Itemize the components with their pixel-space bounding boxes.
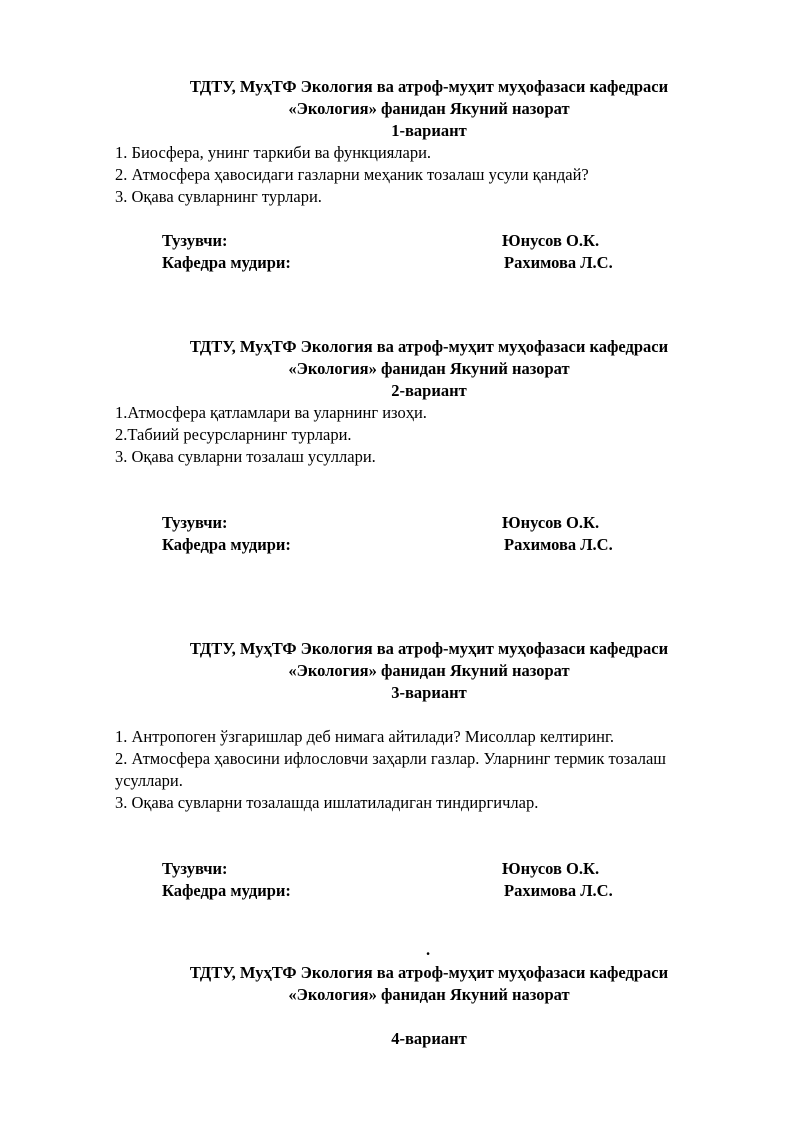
compiler-name: Юнусов О.К.: [502, 859, 600, 878]
variant-title: 4-вариант: [391, 1029, 467, 1048]
department-title: ТДТУ, МуҳТФ Экология ва атроф-муҳит муҳофазаси кафедраси: [189, 639, 669, 658]
question-item: 2. Атмосфера ҳавосидаги газларни меҳаник тозалаш усули қандай?: [115, 165, 589, 184]
department-title: ТДТУ, МуҳТФ Экология ва атроф-муҳит муҳофазаси кафедраси: [189, 963, 669, 982]
variant-2: [0, 336, 800, 556]
question-item: 1. Биосфера, унинг таркиби ва функциялари.: [115, 143, 432, 162]
department-title: ТДТУ, МуҳТФ Экология ва атроф-муҳит муҳофазаси кафедраси: [189, 77, 669, 96]
course-title: «Экология» фанидан Якуний назорат: [288, 985, 570, 1004]
variant-header: [58, 638, 800, 704]
question-item: 1.Атмосфера қатламлари ва уларнинг изоҳи.: [115, 403, 427, 422]
course-title: «Экология» фанидан Якуний назорат: [288, 99, 570, 118]
question-item: 3. Оқава сувларни тозалаш усуллари.: [115, 447, 376, 466]
variant-3: [0, 638, 800, 902]
variant-header: [58, 962, 800, 1050]
signature-block: [0, 858, 800, 902]
variant-4: [0, 962, 800, 1050]
signature-block: [0, 512, 800, 556]
compiler-label: Тузувчи:: [162, 513, 228, 532]
course-title: «Экология» фанидан Якуний назорат: [288, 359, 570, 378]
variant-header: [58, 76, 800, 142]
question-item: 3. Оқава сувларни тозалашда ишлатиладиган тиндиргичлар.: [115, 793, 539, 812]
variant-title: 3-вариант: [391, 683, 467, 702]
compiler-name: Юнусов О.К.: [502, 513, 600, 532]
variant-1: [0, 76, 800, 274]
variant-title: 2-вариант: [391, 381, 467, 400]
compiler-name: Юнусов О.К.: [502, 231, 600, 250]
question-item: 3. Оқава сувларнинг турлари.: [115, 187, 322, 206]
question-item: 1. Антропоген ўзгаришлар деб нимага айтилади? Мисоллар келтиринг.: [115, 727, 615, 746]
question-item: 2.Табиий ресурсларнинг турлари.: [115, 425, 352, 444]
variant-title: 1-вариант: [391, 121, 467, 140]
head-label: Кафедра мудири:: [162, 535, 291, 554]
department-title: ТДТУ, МуҳТФ Экология ва атроф-муҳит муҳофазаси кафедраси: [189, 337, 669, 356]
variant-header: [58, 336, 800, 402]
signature-block: [0, 230, 800, 274]
course-title: «Экология» фанидан Якуний назорат: [288, 661, 570, 680]
compiler-label: Тузувчи:: [162, 231, 228, 250]
head-name: Рахимова Л.С.: [504, 253, 613, 272]
head-name: Рахимова Л.С.: [504, 535, 613, 554]
question-item: 2. Атмосфера ҳавосини ифлословчи заҳарли газлар. Уларнинг термик тозалаш усуллари.: [115, 749, 666, 790]
head-name: Рахимова Л.С.: [504, 881, 613, 900]
compiler-label: Тузувчи:: [162, 859, 228, 878]
head-label: Кафедра мудири:: [162, 881, 291, 900]
separator-dot: .: [426, 940, 431, 959]
head-label: Кафедра мудири:: [162, 253, 291, 272]
